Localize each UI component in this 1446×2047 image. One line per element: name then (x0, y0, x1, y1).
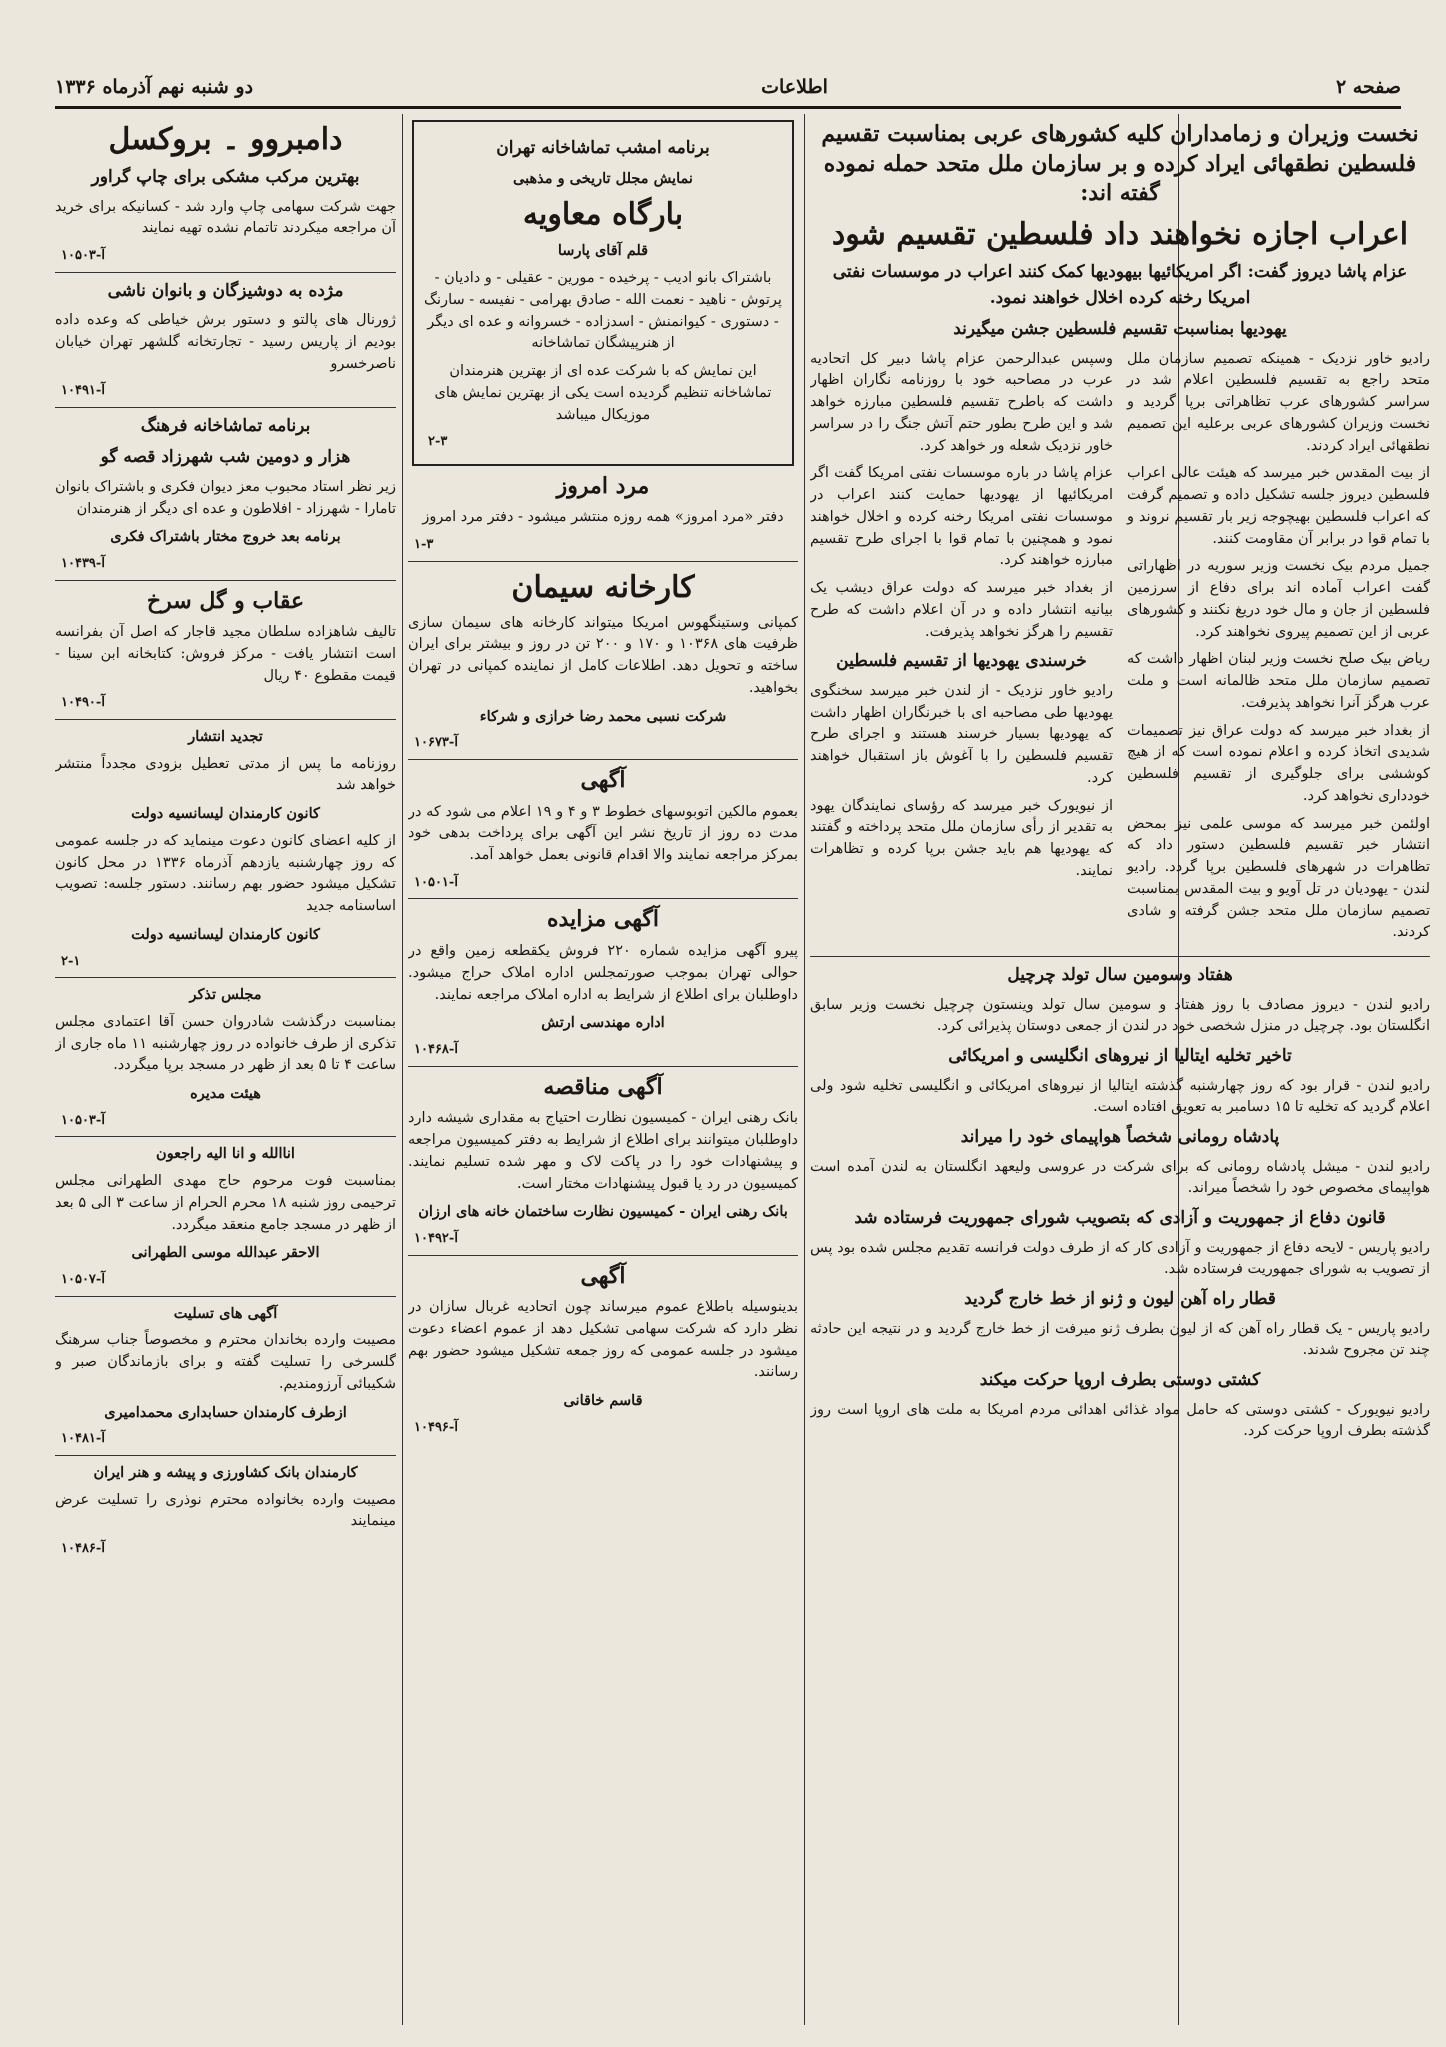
auction-title: آگهی مزایده (547, 906, 659, 933)
ad-id: آ-۱۰۴۳۹ (61, 556, 105, 571)
ad-id: ۱-۳ (414, 537, 434, 553)
theatre-ad (412, 120, 794, 466)
italy-headline: تاخیر تخلیه ایتالیا از نیروهای انگلیسی و امریکائی (948, 1046, 1292, 1067)
ad-id: آ-۱۰۶۷۳ (414, 735, 458, 751)
article-paragraph: عزام پاشا در باره موسسات نفتی امریکا گفت اگر امریکائیها از یهودیها حمایت کنند اعراب در موسسات نفتی امریکا رخنه کرده و اخلال خواهند نمود و همچنین با تمام قوا با اجرای طرح تقسیم مبارزه خواهند کرد. (810, 465, 1113, 569)
divider (408, 1066, 798, 1067)
sympathy-signature: ازطرف کارمندان حسابداری محمدامیری (104, 1403, 347, 1421)
theatre-note: این نمایش که با شرکت عده ای از بهترین هنرمندان تماشاخانه تنظیم گردیده است یکی از بهترین نمایش های موزیکال میباشد (434, 363, 772, 423)
auction-text: پیرو آگهی مزایده شماره ۲۲۰ فروش یکقطعه زمین واقع در حوالی تهران بموجب صورتمجلس اداره املاک حراج میشود. داوطلبان برای اطلاع از شرایط به اداره املاک مراجعه نمایند. (408, 943, 798, 1003)
newspaper-name: اطلاعات (761, 76, 828, 98)
theatre-title: برنامه امشب تماشاخانه تهران (496, 138, 710, 158)
article-paragraph: اولئمن خبر میرسد که موسی علمی نیز بمحض انتشار خبر تقسیم فلسطین دستور داد که تظاهرات در شهرهای فلسطین برپا گردد. رادیو لندن - یهودیان در تل آویو و بیت المقدس بمناسبت تصمیم سازمان ملل متحد جشن گرفته و شادی کردند. (1127, 815, 1430, 941)
auction-signature: اداره مهندسی ارتش (541, 1014, 665, 1032)
article-paragraph: از بیت المقدس خبر میرسد که هیئت عالی اعراب فلسطین دیروز جلسه تشکیل داده و تصمیم گرفت که اعراب فلسطین بهیچوجه زیر بار تقسیم نروند و با تمام قوا در برابر آن مقاومت کنند. (1127, 465, 1430, 547)
ad-id: آ-۱۰۵۰۳ (61, 1112, 105, 1128)
divider (408, 1255, 798, 1256)
farhang-play: هزار و دومین شب شهرزاد قصه گو (100, 447, 351, 468)
shop-text: ژورنال های پالتو و دستور برش خیاطی که وعده داده بودیم از پاریس رسید - تجارتخانه گلشهر تهران خیابان ناصرخسرو (55, 312, 396, 372)
divider (55, 1455, 396, 1456)
mardemrooz-text: دفتر «مرد امروز» همه روزه منتشر میشود - دفتر مرد امروز (422, 509, 784, 526)
ink-text: جهت شرکت سهامی چاپ وارد شد - کسانیکه برای خرید آن مراجعه میکردند تاتمام نشده تهیه نمایند (55, 198, 396, 237)
cement-text: کمپانی وستینگهوس امریکا میتواند کارخانه های سیمان سازی ظرفیت های ۱۰۳۶۸ و ۱۷۰ و ۲۰۰ تن در روز و بیشتر برای ایران ساخته و تحویل دهد. اطلاعات کامل از نماینده کمپانی در تهران بخواهید. (408, 614, 798, 696)
divider (55, 580, 396, 581)
churchill-article: رادیو لندن - دیروز مصادف با روز هفتاد و سومین سال تولد وینستون چرچیل نخست وزیر سابق انگلستان بود. چرچیل در منزل شخصی خود در لندن از جمعی دوستان پذیرائی کرد. (810, 996, 1430, 1035)
page-header (55, 70, 1401, 104)
renew-title: تجدید انتشار (188, 727, 263, 745)
article-paragraph: وسپس عبدالرحمن عزام پاشا دبیر کل اتحادیه عرب در مصاحبه خود با روزنامه نگاران اظهار داشت که باطرح تقسیم فلسطین مبارزه خواهد شد و این طرح بطور حتم آتش جنگ را در سراسر خاور نزدیک شعله ور خواهد کرد. (810, 350, 1113, 454)
ad-id: آ-۱۰۵۰۳ (61, 248, 105, 263)
ad-id: آ-۱۰۵۰۱ (414, 874, 458, 890)
ad-id: ۲-۳ (428, 434, 448, 450)
farhang-title: برنامه تماشاخانه فرهنگ (140, 415, 311, 436)
ad-id: ۲-۱ (61, 953, 81, 969)
condolence-text: بمناسبت فوت مرحوم حاج مهدی الطهرانی مجلس ترحیمی روز شنبه ۱۸ محرم الحرام از ساعت ۳ الی ۵ بعد از ظهر در مسجد جامع منعقد میگردد. (55, 1173, 396, 1233)
ad-id: آ-۱۰۴۸۶ (61, 1541, 105, 1557)
theatre-play: بارگاه معاویه (522, 197, 684, 233)
header-rule (55, 106, 1401, 109)
theatre-cast: باشتراک بانو ادیب - پرخیده - مورین - عقیلی - و دادیان - پرتوش - ناهید - نعمت الله - صادق بهرامی - نفیسه - سارنگ - دستوری - کیوانمنش - اسدزاده - خسروانه و عده ای دیگر از هنرپیشگان تماشاخانه (424, 270, 782, 352)
romania-article: رادیو لندن - میشل پادشاه رومانی که برای شرکت در عروسی ولیعهد انگلستان به لندن آمده است هواپیمای مخصوص خود را شخصاً میراند. (810, 1158, 1430, 1197)
kanoon-text: از کلیه اعضای کانون دعوت مینماید که در جلسه عمومی که روز چهارشنبه یازدهم آذرماه ۱۳۳۶ در محل کانون تشکیل میشود حضور بهم رسانند. دستور جلسه: تصویب اساسنامه جدید (55, 832, 396, 915)
column-rule (804, 114, 805, 2025)
article-paragraph: رادیو خاور نزدیک - همینکه تصمیم سازمان ملل متحد راجع به تقسیم فلسطین اعلام شد در سراسر کشورهای عرب تظاهراتی برپا گردید و نخست وزیران کشورهای عربی برعلیه این تصمیم نطقهائی ایراد کردند. (1127, 350, 1430, 454)
book-text: تالیف شاهزاده سلطان مجید قاجار که اصل آن بفرانسه است انتشار یافت - مرکز فروش: کتابخانه ابن سینا - قیمت مقطوع ۴۰ ریال (55, 624, 396, 684)
tender-text: بانک رهنی ایران - کمیسیون نظارت احتیاج به مقداری شیشه دارد داوطلبان میتوانند برای اطلاع از شرایط به دفتر کمیسیون مراجعه و پیشنهادات خود را در پاکت لاک و مهر شده تسلیم نمایند. کمیسیون در رد یا قبول پیشنهادات مختار است. (408, 1110, 798, 1192)
page-number: صفحه ۲ (1335, 76, 1401, 98)
ads-column-left (55, 114, 396, 2029)
sympathy-title: آگهی های تسلیت (173, 1304, 278, 1322)
divider (55, 1296, 396, 1297)
main-headline: اعراب اجازه نخواهند داد فلسطین تقسیم شود (831, 217, 1409, 253)
cement-company: شرکت نسبی محمد رضا خرازی و شرکاء (479, 707, 727, 725)
divider (408, 561, 798, 562)
divider (55, 977, 396, 978)
divider (810, 956, 1430, 957)
subheadline-jews-happy: خرسندی یهودیها از تقسیم فلسطین (836, 651, 1087, 672)
notice-signature: قاسم خاقانی (563, 1392, 643, 1410)
divider (55, 1136, 396, 1137)
ad-id: آ-۱۰۴۹۱ (61, 383, 105, 399)
tender-signature: بانک رهنی ایران - کمیسیون نظارت ساختمان خانه های ارزان (418, 1203, 788, 1221)
article-paragraph: ریاض بیک صلح نخست وزیر لبنان اظهار داشت که تصمیم سازمان ملل متحد ظالمانه است و ملت عرب هرگز آنرا نخواهد پذیرفت. (1127, 651, 1430, 711)
train-article: رادیو پاریس - یک قطار راه آهن که از لیون بطرف ژنو میرفت از خط خارج گردید و در نتیجه این حادثه چند تن مجروح شدند. (810, 1320, 1430, 1359)
farhang-text: زیر نظر استاد محبوب معز دیوان فکری و باشتراک بانوان تامارا - شهرزاد - افلاطون و عده ای دیگر از هنرمندان (55, 478, 396, 517)
italy-article: رادیو لندن - قرار بود که روز چهارشنبه گذشته ایتالیا از نیروهای امریکائی و انگلیسی تخلیه شود ولی اعلام گردید که تخلیه تا ۱۵ دسامبر به تعویق افتاده است. (810, 1077, 1430, 1116)
farhang-footer: برنامه بعد خروج مختار باشتراک فکری (110, 528, 341, 546)
memorial-text: بمناسبت درگذشت شادروان حسن آقا اعتمادی مجلس تذکری از طرف خانواده در روز چهارشنبه ۱۱ ماه جاری از ساعت ۴ تا ۵ بعد از ظهر در مسجد برپا میگردد. (55, 1013, 396, 1074)
notice-text: بعموم مالکین اتوبوسهای خطوط ۳ و ۴ و ۱۹ اعلام می شود که در مدت ده روز از تاریخ نشر این آگهی برای پرداخت بدهی خود بمرکز مراجعه نمایند والا اقدام قانونی بعمل خواهد آمد. (408, 803, 798, 864)
bank-staff-title: کارمندان بانک کشاورزی و پیشه و هنر ایران (93, 1463, 358, 1481)
condolence-signature: الاحقر عبدالله موسی الطهرانی (131, 1244, 320, 1262)
ink-subtitle: بهترین مرکب مشکی برای چاپ گراور (91, 167, 360, 187)
bank-staff-text: مصیبت وارده بخانواده محترم نوذری را تسلیت عرض مینمایند (55, 1491, 396, 1530)
subheadline-jews: یهودیها بمناسبت تقسیم فلسطین جشن میگیرند (953, 319, 1287, 340)
divider (55, 272, 396, 273)
shop-title: مژده به دوشیزگان و بانوان ناشی (107, 280, 344, 301)
cement-title: کارخانه سیمان (511, 569, 695, 605)
ad-id: آ-۱۰۴۸۱ (61, 1431, 105, 1447)
notice-title: آگهی (580, 766, 626, 793)
divider (408, 759, 798, 760)
book-title: عقاب و گل سرخ (146, 587, 305, 614)
article-paragraph: جمیل مردم بیک نخست وزیر سوریه در اظهاراتی گفت اعراب آماده اند برای دفاع از سرزمین فلسطین از جان و مال خود دریغ نکنند و کشورهای عربی از این تصمیم پیروی نخواهند کرد. (1127, 558, 1430, 640)
ship-article: رادیو نیویورک - کشتی دوستی که حامل مواد غذائی اهدائی مردم امریکا به ملت های اروپا است روز گذشته بطرف اروپا حرکت کرد. (810, 1401, 1430, 1440)
ad-id: آ-۱۰۴۹۰ (61, 695, 105, 711)
memorial-title: مجلس تذکر (189, 986, 262, 1004)
divider (55, 407, 396, 408)
divider (55, 719, 396, 720)
tender-title: آگهی مناقصه (543, 1073, 663, 1100)
theatre-author: قلم آقای پارسا (557, 242, 649, 260)
sympathy-text: مصیبت وارده بخاندان محترم و مخصوصاً جناب سرهنگ گلسرخی را تسلیت گفته و برای بازماندگان صبر و شکیبائی آرزومندیم. (55, 1332, 396, 1392)
ad-id: آ-۱۰۴۹۲ (414, 1231, 458, 1246)
subheadline-azzam: عزام پاشا دیروز گفت: اگر امریکائیها بیهودیها کمک کنند اعراب در موسسات نفتی امریکا رخنه کرده اخلال خواهند نمود. (832, 262, 1408, 308)
ad-id: آ-۱۰۵۰۷ (61, 1272, 105, 1288)
mardemrooz-title: مرد امروز (556, 472, 650, 499)
churchill-headline: هفتاد وسومین سال تولد چرچیل (1007, 965, 1233, 986)
issue-date: دو شنبه نهم آذرماه ۱۳۳۶ (55, 76, 254, 98)
memorial-signature: هیئت مدیره (190, 1085, 261, 1103)
ad-id: آ-۱۰۴۶۸ (414, 1042, 458, 1058)
news-column-palestine (810, 114, 1430, 2029)
theatre-subtitle: نمایش مجلل تاریخی و مذهبی (513, 169, 693, 187)
headline-intro: نخست وزیران و زمامداران کلیه کشورهای عربی بمناسبت تقسیم فلسطین نطقهائی ایراد کرده و بر سازمان ملل متحد حمله نموده گفته اند: (821, 121, 1419, 207)
kanoon-signature: کانون کارمندان لیسانسیه دولت (131, 925, 320, 943)
notice-text: بدینوسیله باطلاع عموم میرساند چون اتحادیه غربال سازان در نظر دارد که شرکت سهامی تشکیل دهد از عموم اعضاء دعوت میشود در جلسه عمومی که روز جمعه تشکیل میشود حضور بهم رسانند. (408, 1299, 798, 1381)
condolence-title: اناالله و انا الیه راجعون (156, 1145, 295, 1163)
notice-title: آگهی (580, 1262, 626, 1289)
divider (408, 898, 798, 899)
article-paragraph: رادیو خاور نزدیک - از لندن خبر میرسد سخنگوی یهودیها طی مصاحبه ای با خبرنگاران اظهار داشت که یهودیها بسیار خرسند هستند و اجرای طرح تقسیم فلسطین را با آغوش باز استقبال خواهند کرد. (810, 682, 1113, 786)
ads-column-middle (408, 114, 798, 2029)
column-rule (402, 114, 403, 2025)
ink-title: دامبروو ۔ بروکسل (108, 122, 343, 157)
romania-headline: پادشاه رومانی شخصاً هواپیمای خود را میراند (960, 1127, 1280, 1148)
article-paragraph: از بغداد خبر میرسد که دولت عراق دیشب یک بیانیه انتشار داده و در آن اعلام داشت که طرح تقسیم را هرگز نخواهد پذیرفت. (810, 580, 1113, 640)
renew-text: روزنامه ما پس از مدتی تعطیل بزودی مجدداً منتشر خواهد شد (55, 755, 396, 794)
ad-id: آ-۱۰۴۹۶ (414, 1419, 458, 1435)
train-headline: قطار راه آهن لیون و ژنو از خط خارج گردید (964, 1289, 1276, 1310)
article-paragraph: از بغداد خبر میرسد که دولت عراق نیز تصمیمات شدیدی اتخاذ کرده و اعلام نموده است که از هیچ کوششی برای جلوگیری از تقسیم فلسطین خودداری نخواهد کرد. (1127, 722, 1430, 804)
ship-headline: کشتی دوستی بطرف اروپا حرکت میکند (979, 1370, 1261, 1391)
article-paragraph: از نیویورک خبر میرسد که رؤسای نمایندگان یهود به تقدیر از رأی سازمان ملل متحد پرداخته و گفتند که یهودیها هم باید جشن برپا کرده و تظاهرات نمایند. (810, 797, 1113, 879)
law-article: رادیو پاریس - لایحه دفاع از جمهوریت و آزادی کار که از طرف دولت فرانسه تقدیم مجلس شده بود پس از تصویب به شورای جمهوریت فرستاده شد. (810, 1239, 1430, 1278)
law-headline: قانون دفاع از جمهوریت و آزادی که بتصویب شورای جمهوریت فرستاده شد (854, 1208, 1386, 1229)
kanoon-title: کانون کارمندان لیسانسیه دولت (131, 805, 320, 823)
